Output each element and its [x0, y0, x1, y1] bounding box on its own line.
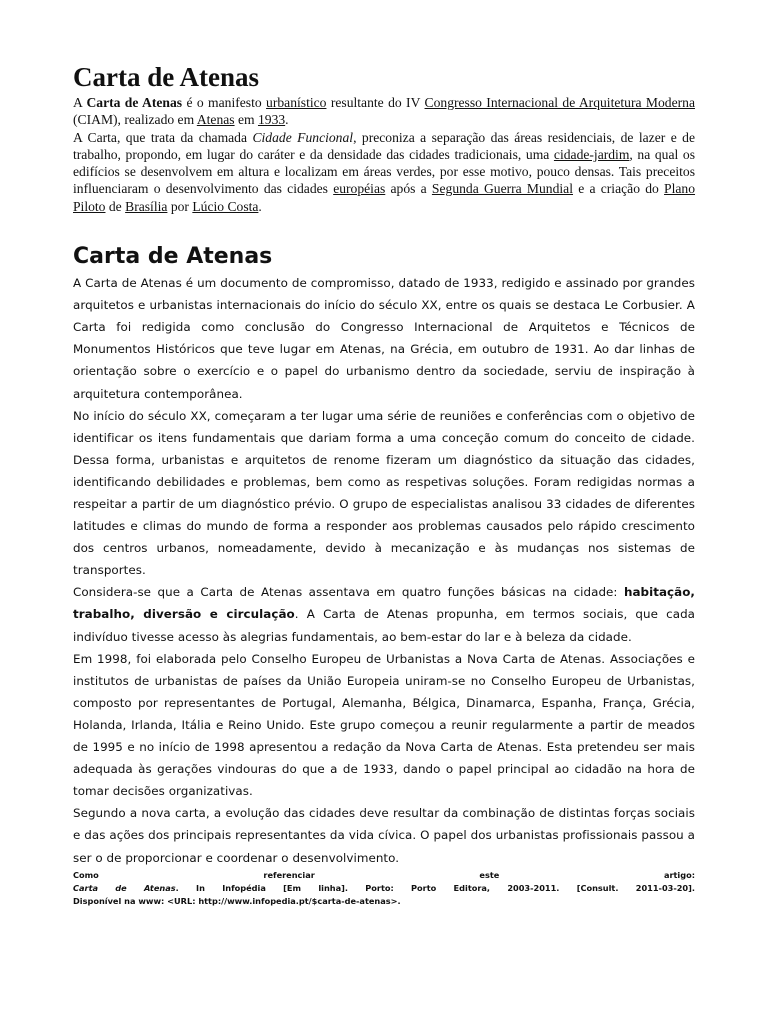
intro-bold-term: Carta de Atenas — [86, 95, 183, 110]
intro-text: , preconiza a separação das áreas residenciais, de lazer e de trabalho, propondo, em lugar do caráter e da densidade das cidades tradicionais, uma — [73, 129, 696, 162]
link-ciam[interactable]: Congresso Internacional de Arquitetura Moderna — [424, 95, 695, 110]
link-urbanistico[interactable]: urbanístico — [266, 95, 327, 110]
link-brasilia[interactable]: Brasília — [125, 198, 168, 214]
article-paragraph-3 — [73, 581, 695, 647]
intro-text: , na qual os edifícios se desenvolvem em altura e localizam em áreas verdes, por esse motivo, pouco densas. Tais preceitos influenciaram o desenvolvimento das cidades — [73, 146, 695, 197]
intro-text: após a — [385, 181, 432, 197]
article-title: Carta de Atenas — [73, 244, 273, 270]
intro-text: é o manifesto — [182, 95, 267, 110]
intro-text: de — [105, 198, 126, 214]
link-atenas[interactable]: Atenas — [196, 112, 235, 128]
section-gap — [73, 215, 695, 242]
intro-text: . — [285, 112, 289, 128]
citation-reference — [73, 882, 695, 895]
intro-paragraph-2 — [73, 129, 695, 215]
link-europeias[interactable]: européias — [333, 181, 386, 197]
citation-word: referenciar — [263, 869, 315, 880]
intro-text: em — [234, 112, 258, 128]
citation-word: Como — [73, 869, 99, 880]
article-bold-functions: habitação, trabalho, diversão e circulação — [73, 585, 695, 622]
link-segunda-guerra-mundial[interactable]: Segunda Guerra Mundial — [431, 181, 573, 197]
intro-text: por — [167, 198, 193, 214]
document-page — [73, 60, 695, 908]
citation-word: este — [479, 869, 500, 880]
intro-paragraph-1 — [73, 94, 695, 129]
citation-url: Disponível na www: <URL: http://www.infopedia.pt/$carta-de-atenas>. — [73, 895, 401, 906]
citation-title: Carta de Atenas — [73, 882, 176, 893]
article-paragraph-2: No início do século XX, começaram a ter lugar uma série de reuniões e conferências com o objetivo de identificar os itens fundamentais que dariam forma a uma conceção comum do conceito de cidade. Dessa forma, urbanistas e arquitetos de renome fizeram um diagnóstico da situação das cidades, identificando debilidades e problemas, bem como as respetivas soluções. Foram redigidas normas a respeitar a partir de um diagnóstico prévio. O grupo de especialistas analisou 33 cidades de diferentes latitudes e climas do mundo de forma a responder aos problemas causados pelo rápido crescimento dos centros urbanos, nomeadamente, devido à mecanização e às mudanças nos sistemas de transportes. — [73, 408, 695, 578]
citation-details: . In Infopédia [Em linha]. Porto: Porto Editora, 2003-2011. [Consult. 2011-03-20]. — [175, 882, 695, 893]
intro-text: . — [258, 198, 262, 214]
link-lucio-costa[interactable]: Lúcio Costa — [192, 198, 259, 214]
article-text: . A Carta de Atenas propunha, em termos sociais, que cada indivíduo tivesse acesso às alegrias fundamentais, ao bem-estar do lar e à beleza da cidade. — [73, 607, 695, 644]
citation-heading — [73, 869, 695, 882]
intro-title: Carta de Atenas — [73, 62, 259, 92]
citation-word: artigo: — [663, 869, 695, 880]
article-paragraph-4: Em 1998, foi elaborada pelo Conselho Europeu de Urbanistas a Nova Carta de Atenas. Associações e institutos de urbanistas de países da União Europeia uniram-se no Conselho Europeu de Urbanistas, composto por representantes de Portugal, Alemanha, Bélgica, Dinamarca, Espanha, França, Grécia, Holanda, Irlanda, Itália e Reino Unido. Este grupo começou a reunir regularmente a partir de meados de 1995 e no início de 1998 apresentou a redação da Nova Carta de Atenas. Esta pretendeu ser mais adequada às gerações vindouras do que a de 1933, dando o papel principal ao cidadão na hora de tomar decisões organizativas. — [73, 651, 695, 799]
intro-text: A — [73, 95, 87, 110]
intro-text: (CIAM), realizado em — [73, 112, 197, 128]
link-plano-piloto[interactable]: Plano Piloto — [73, 181, 696, 214]
intro-text: resultante do IV — [326, 95, 425, 110]
article-paragraph-5: Segundo a nova carta, a evolução das cidades deve resultar da combinação de distintas forças sociais e das ações dos principais representantes da vida cívica. O papel dos urbanistas profissionais passou a ser o de proporcionar e coordenar o desenvolvimento. — [73, 806, 695, 865]
intro-text: A Carta, que trata da chamada — [73, 129, 253, 145]
link-cidade-jardim[interactable]: cidade-jardim — [553, 146, 630, 162]
link-1933[interactable]: 1933 — [257, 112, 286, 128]
intro-italic-term: Cidade Funcional — [252, 129, 354, 145]
intro-text: e a criação do — [573, 181, 665, 197]
article-paragraph-1: A Carta de Atenas é um documento de compromisso, datado de 1933, redigido e assinado por grandes arquitetos e urbanistas internacionais do início do século XX, entre os quais se destaca Le Corbusier. A Carta foi redigida como conclusão do Congresso Internacional de Arquitetos e Técnicos de Monumentos Históricos que teve lugar em Atenas, na Grécia, em outubro de 1931. Ao dar linhas de orientação sobre o exercício e o papel do urbanismo dentro da sociedade, serviu de inspiração à arquitetura contemporânea. — [73, 276, 695, 401]
article-text: Considera-se que a Carta de Atenas assentava em quatro funções básicas na cidade: — [73, 585, 624, 600]
